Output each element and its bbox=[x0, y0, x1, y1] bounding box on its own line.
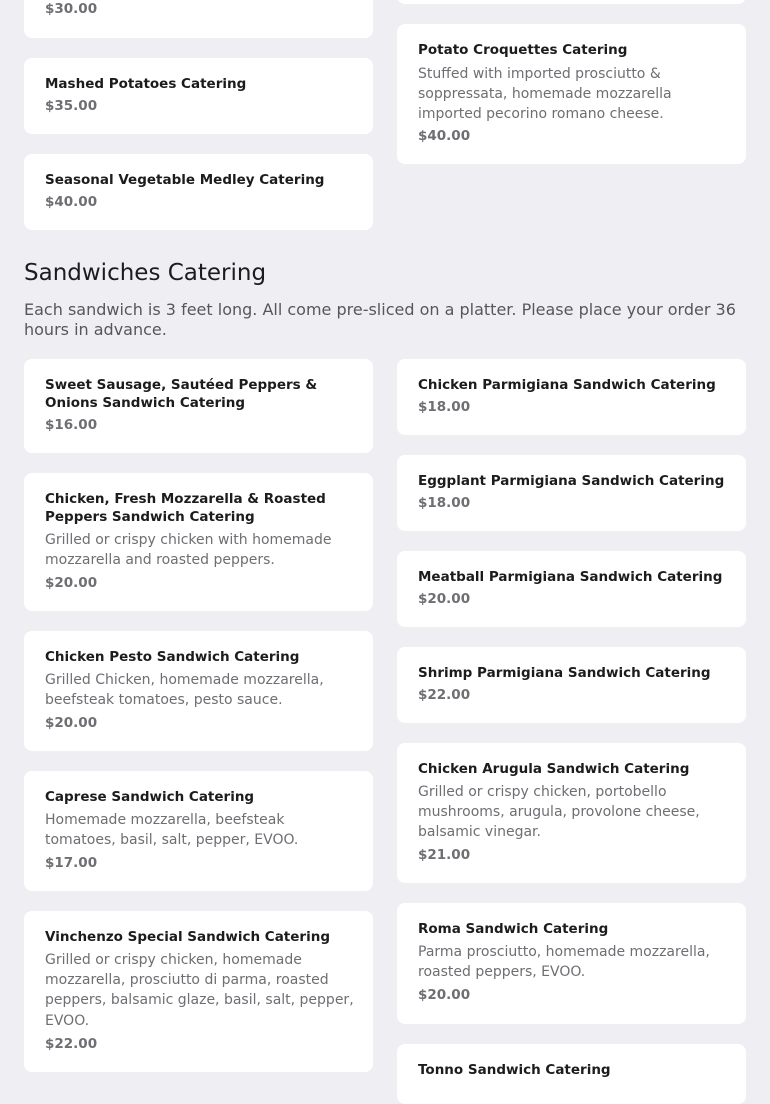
item-name: Sweet Sausage, Sautéed Peppers & Onions Sandwich Catering bbox=[45, 377, 318, 411]
item-name: Eggplant Parmigiana Sandwich Catering bbox=[418, 473, 725, 489]
item-price: $16.00 bbox=[45, 417, 98, 433]
item-name: Chicken Pesto Sandwich Catering bbox=[45, 649, 300, 665]
menu-item-card[interactable] bbox=[397, 551, 746, 627]
item-price: $20.00 bbox=[418, 987, 471, 1003]
menu-item-card[interactable] bbox=[24, 0, 373, 38]
menu-item-card[interactable] bbox=[24, 154, 373, 230]
item-name: Mashed Potatoes Catering bbox=[45, 76, 247, 92]
item-name: Potato Croquettes Catering bbox=[418, 42, 628, 58]
menu-item-card[interactable] bbox=[397, 0, 746, 4]
item-description: Grilled Chicken, homemade mozzarella, beefsteak tomatoes, pesto sauce. bbox=[45, 672, 324, 709]
section-title: Sandwiches Catering bbox=[24, 260, 267, 286]
item-name: Roma Sandwich Catering bbox=[418, 921, 609, 937]
item-description: Parma prosciutto, homemade mozzarella, roasted peppers, EVOO. bbox=[418, 944, 710, 981]
item-price: $22.00 bbox=[45, 1036, 98, 1052]
item-description: Grilled or crispy chicken, homemade mozzarella, prosciutto di parma, roasted peppers, balsamic glaze, basil, salt, pepper, EVOO. bbox=[45, 952, 354, 1029]
item-price: $22.00 bbox=[418, 687, 471, 703]
item-description: Homemade mozzarella, beefsteak tomatoes, basil, salt, pepper, EVOO. bbox=[45, 812, 299, 849]
item-name: Tonno Sandwich Catering bbox=[418, 1062, 611, 1078]
item-name: Chicken Parmigiana Sandwich Catering bbox=[418, 377, 716, 393]
item-price: $35.00 bbox=[45, 98, 98, 114]
menu-item-card[interactable] bbox=[397, 647, 746, 723]
item-price: $20.00 bbox=[45, 715, 98, 731]
menu-item-card[interactable] bbox=[397, 455, 746, 531]
item-price: $20.00 bbox=[45, 575, 98, 591]
menu-item-card[interactable] bbox=[24, 771, 373, 891]
item-name: Chicken, Fresh Mozzarella & Roasted Peppers Sandwich Catering bbox=[45, 491, 326, 525]
item-price: $17.00 bbox=[45, 855, 98, 871]
menu-item-card[interactable] bbox=[24, 911, 373, 1072]
item-price: $30.00 bbox=[45, 1, 98, 17]
menu-item-card[interactable] bbox=[397, 24, 746, 164]
item-name: Shrimp Parmigiana Sandwich Catering bbox=[418, 665, 711, 681]
section-description: Each sandwich is 3 feet long. All come pre-sliced on a platter. Please place your order 36 hours in advance. bbox=[24, 300, 736, 339]
item-name: Seasonal Vegetable Medley Catering bbox=[45, 172, 325, 188]
item-name: Caprese Sandwich Catering bbox=[45, 789, 255, 805]
item-description: Stuffed with imported prosciutto & soppressata, homemade mozzarella imported pecorino romano cheese. bbox=[418, 66, 672, 123]
menu-item-card[interactable] bbox=[397, 743, 746, 883]
item-price: $20.00 bbox=[418, 591, 471, 607]
menu-item-card[interactable] bbox=[397, 903, 746, 1024]
menu-item-card[interactable] bbox=[24, 359, 373, 453]
item-price: $21.00 bbox=[418, 847, 471, 863]
menu-item-card[interactable] bbox=[397, 1044, 746, 1104]
item-name: Chicken Arugula Sandwich Catering bbox=[418, 761, 690, 777]
item-name: Vinchenzo Special Sandwich Catering bbox=[45, 929, 330, 945]
menu-item-card[interactable] bbox=[24, 631, 373, 751]
item-description: Grilled or crispy chicken, portobello mushrooms, arugula, provolone cheese, balsamic vinegar. bbox=[418, 784, 700, 841]
item-price: $40.00 bbox=[45, 194, 98, 210]
item-price: $18.00 bbox=[418, 495, 471, 511]
item-description: Grilled or crispy chicken with homemade mozzarella and roasted peppers. bbox=[45, 532, 332, 569]
item-name: Meatball Parmigiana Sandwich Catering bbox=[418, 569, 723, 585]
menu-item-card[interactable] bbox=[397, 359, 746, 435]
menu-item-card[interactable] bbox=[24, 473, 373, 611]
item-price: $18.00 bbox=[418, 399, 471, 415]
item-price: $40.00 bbox=[418, 128, 471, 144]
menu-item-card[interactable] bbox=[24, 58, 373, 134]
